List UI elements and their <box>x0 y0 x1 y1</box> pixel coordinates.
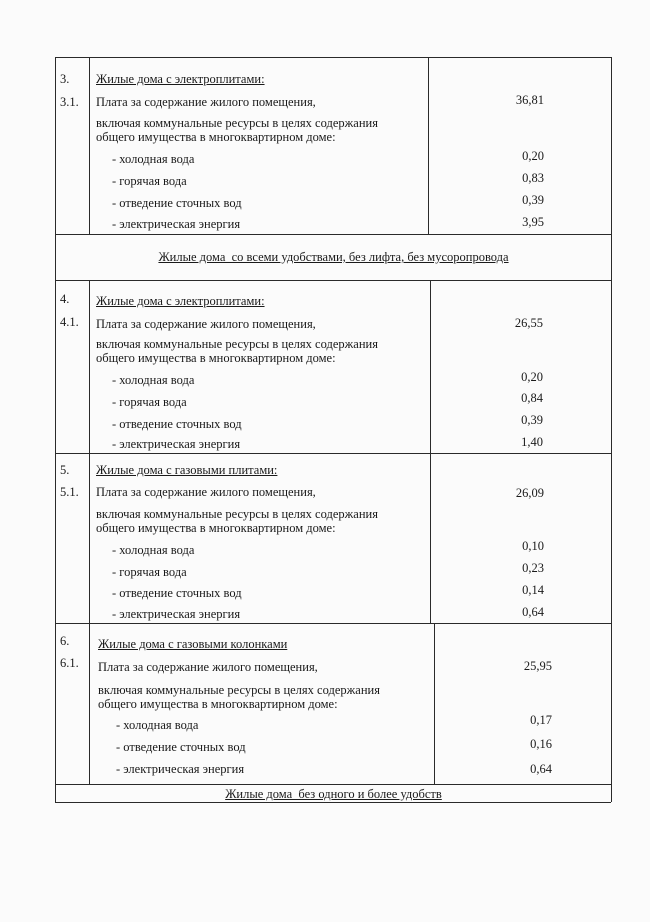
row-divider <box>55 623 611 624</box>
fee-value: 26,09 <box>515 486 544 500</box>
section-title: Жилые дома с электроплитами: <box>96 72 265 86</box>
included-resources-line1: включая коммунальные ресурсы в целях содержания <box>98 683 380 697</box>
column-divider-number <box>89 57 90 234</box>
resource-label: - холодная вода <box>112 152 195 166</box>
section-title: Жилые дома с газовыми колонками <box>98 637 288 651</box>
category-header-without-amenities: Жилые дома без одного и более удобств <box>225 787 442 801</box>
section-title: Жилые дома с электроплитами: <box>96 294 265 308</box>
resource-label: - горячая вода <box>112 174 187 188</box>
resource-value: 0,23 <box>522 561 544 575</box>
resource-value: 0,84 <box>521 391 543 405</box>
resource-label: - отведение сточных вод <box>112 417 242 431</box>
resource-label: - отведение сточных вод <box>112 586 242 600</box>
resource-label: - холодная вода <box>116 718 199 732</box>
column-divider-value <box>430 280 431 453</box>
section-number: 6. <box>60 634 70 648</box>
resource-value: 0,39 <box>522 193 544 207</box>
column-divider-value <box>428 57 429 234</box>
table-bottom-border <box>55 802 611 803</box>
resource-value: 3,95 <box>522 215 544 229</box>
resource-label: - электрическая энергия <box>112 607 241 621</box>
section-number: 4. <box>60 292 70 306</box>
row-divider <box>55 784 611 785</box>
resource-value: 1,40 <box>521 435 543 449</box>
table-right-border <box>611 57 612 802</box>
fee-value: 36,81 <box>515 93 544 107</box>
resource-label: - отведение сточных вод <box>116 740 246 754</box>
subsection-number: 6.1. <box>60 656 79 670</box>
resource-value: 0,64 <box>530 762 552 776</box>
resource-value: 0,14 <box>522 583 544 597</box>
fee-label: Плата за содержание жилого помещения, <box>96 317 316 331</box>
column-divider-number <box>89 453 90 623</box>
column-divider-number <box>89 623 90 784</box>
subsection-number: 3.1. <box>60 95 79 109</box>
resource-value: 0,17 <box>530 713 552 727</box>
included-resources-line2: общего имущества в многоквартирном доме: <box>98 697 338 711</box>
resource-label: - холодная вода <box>112 373 195 387</box>
resource-label: - горячая вода <box>112 565 187 579</box>
fee-label: Плата за содержание жилого помещения, <box>96 485 316 499</box>
table-top-border <box>55 57 611 58</box>
included-resources-line1: включая коммунальные ресурсы в целях содержания <box>96 337 378 351</box>
fee-value: 25,95 <box>523 659 552 673</box>
resource-label: - электрическая энергия <box>112 437 241 451</box>
row-divider <box>55 234 611 235</box>
resource-label: - электрическая энергия <box>116 762 245 776</box>
row-divider <box>55 453 611 454</box>
section-title: Жилые дома с газовыми плитами: <box>96 463 278 477</box>
included-resources-line1: включая коммунальные ресурсы в целях содержания <box>96 507 378 521</box>
section-number: 3. <box>60 72 70 86</box>
column-divider-value <box>434 623 435 784</box>
resource-label: - горячая вода <box>112 395 187 409</box>
column-divider-value <box>430 453 431 623</box>
resource-value: 0,39 <box>521 413 543 427</box>
subsection-number: 4.1. <box>60 315 79 329</box>
resource-label: - электрическая энергия <box>112 217 241 231</box>
resource-label: - холодная вода <box>112 543 195 557</box>
column-divider-number <box>89 280 90 453</box>
resource-value: 0,10 <box>522 539 544 553</box>
subsection-number: 5.1. <box>60 485 79 499</box>
fee-label: Плата за содержание жилого помещения, <box>98 660 318 674</box>
included-resources-line2: общего имущества в многоквартирном доме: <box>96 351 336 365</box>
resource-value: 0,20 <box>521 370 543 384</box>
included-resources-line2: общего имущества в многоквартирном доме: <box>96 521 336 535</box>
resource-value: 0,64 <box>522 605 544 619</box>
resource-value: 0,16 <box>530 737 552 751</box>
row-divider <box>55 280 611 281</box>
included-resources-line2: общего имущества в многоквартирном доме: <box>96 130 336 144</box>
fee-label: Плата за содержание жилого помещения, <box>96 95 316 109</box>
resource-label: - отведение сточных вод <box>112 196 242 210</box>
included-resources-line1: включая коммунальные ресурсы в целях содержания <box>96 116 378 130</box>
table-left-border <box>55 57 56 802</box>
fee-value: 26,55 <box>514 316 543 330</box>
section-number: 5. <box>60 463 70 477</box>
resource-value: 0,83 <box>522 171 544 185</box>
category-header-all-amenities: Жилые дома со всеми удобствами, без лифта, без мусоропровода <box>158 250 509 264</box>
resource-value: 0,20 <box>522 149 544 163</box>
